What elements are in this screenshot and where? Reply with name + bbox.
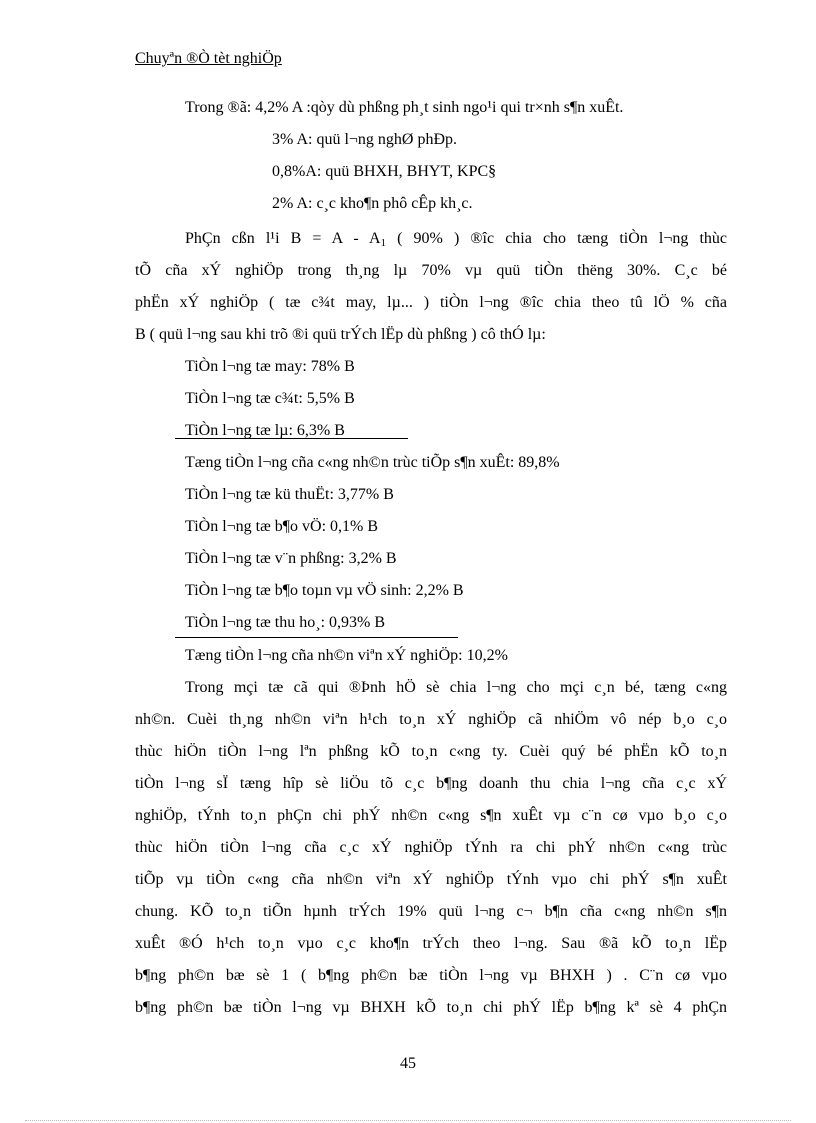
paragraph-line: nh©n. Cuèi th¸ng nh©n viªn h¹ch to¸n xÝ nghiÖp cã nhiÖm vô nép b¸o c¸o: [135, 711, 727, 728]
paragraph-line: phËn xÝ nghiÖp ( tæ c¾t may, lµ... ) tiÒn l¬ng ®îc chia theo tû lÖ % cña: [135, 294, 727, 311]
salary-item: TiÒn l¬ng tæ v¨n phßng: 3,2% B: [185, 550, 397, 567]
paragraph-line: b¶ng ph©n bæ sè 1 ( b¶ng ph©n bæ tiÒn l¬ng vµ BHXH ) . C¨n cø vµo: [135, 967, 727, 984]
paragraph-line: thùc hiÖn tiÒn l¬ng cña c¸c xÝ nghiÖp tÝnh ra chi phÝ nh©n c«ng trùc: [135, 839, 727, 856]
salary-item: TiÒn l¬ng tæ b¶o toµn vµ vÖ sinh: 2,2% B: [185, 582, 464, 599]
paragraph-line: PhÇn cßn l¹i $B = A - A_1$ ( 90% ) ®îc chia cho tæng tiÒn l¬ng thùc: [185, 230, 728, 249]
paragraph-line: thùc hiÖn tiÒn l¬ng lªn phßng kÕ to¸n c«ng ty. Cuèi quý bé phËn kÕ to¸n: [135, 743, 727, 760]
breakdown-line: Trong ®ã: 4,2% A :qòy dù phßng ph¸t sinh ngo¹i qui tr×nh s¶n xuÊt.: [185, 99, 624, 116]
salary-item: TiÒn l¬ng tæ b¶o vÖ: 0,1% B: [185, 518, 379, 535]
paragraph-line: chung. KÕ to¸n tiÕn hµnh trÝch 19% quü l¬ng c¬ b¶n cña c«ng nh©n s¶n: [135, 903, 727, 920]
running-header: Chuyªn ®Ò tèt nghiÖp: [135, 50, 282, 67]
salary-total: Tæng tiÒn l¬ng cña nh©n viªn xÝ nghiÖp: 10,2%: [185, 647, 508, 664]
paragraph-line: xuÊt ®Ó h¹ch to¸n vµo c¸c kho¶n trÝch theo l¬ng. Sau ®ã kÕ to¸n lËp: [135, 935, 727, 952]
salary-item: TiÒn l¬ng tæ lµ: 6,3% B: [185, 422, 345, 439]
salary-total: Tæng tiÒn l¬ng cña c«ng nh©n trùc tiÕp s¶n xuÊt: 89,8%: [185, 454, 560, 471]
page-bottom-border: [25, 1120, 791, 1121]
salary-item: TiÒn l¬ng tæ thu ho¸: 0,93% B: [185, 614, 386, 631]
paragraph-line: tÕ cña xÝ nghiÖp trong th¸ng lµ 70% vµ quü tiÒn thëng 30%. C¸c bé: [135, 262, 727, 279]
breakdown-line: 3% A: quü l¬ng nghØ phÐp.: [272, 131, 458, 148]
page-number: 45: [400, 1055, 416, 1072]
salary-item: TiÒn l¬ng tæ c¾t: 5,5% B: [185, 390, 355, 407]
salary-item: TiÒn l¬ng tæ kü thuËt: 3,77% B: [185, 486, 394, 503]
salary-item: TiÒn l¬ng tæ may: 78% B: [185, 358, 355, 375]
divider: [175, 438, 408, 439]
breakdown-line: 2% A: c¸c kho¶n phô cÊp kh¸c.: [272, 195, 473, 212]
paragraph-line: b¶ng ph©n bæ tiÒn l¬ng vµ BHXH kÕ to¸n chi phÝ lËp b¶ng kª sè 4 phÇn: [135, 999, 727, 1016]
paragraph-line: tiÕp vµ tiÒn c«ng cña nh©n viªn xÝ nghiÖp tÝnh vµo chi phÝ s¶n xuÊt: [135, 871, 727, 888]
breakdown-line: 0,8%A: quü BHXH, BHYT, KPC§: [272, 163, 497, 180]
paragraph-line: Trong mçi tæ cã qui ®Þnh hÖ sè chia l¬ng cho mçi c¸n bé, tæng c«ng: [185, 679, 727, 696]
paragraph-line: nghiÖp, tÝnh to¸n phÇn chi phÝ nh©n c«ng s¶n xuÊt vµ c¨n cø vµo b¸o c¸o: [135, 807, 727, 824]
divider: [175, 637, 458, 638]
paragraph-line: tiÒn l¬ng sÏ tæng hîp sè liÖu tõ c¸c b¶ng doanh thu chia l¬ng cña c¸c xÝ: [135, 775, 727, 792]
paragraph-line: B ( quü l¬ng sau khi trõ ®i quü trÝch lËp dù phßng ) cô thÓ lµ:: [135, 326, 546, 343]
